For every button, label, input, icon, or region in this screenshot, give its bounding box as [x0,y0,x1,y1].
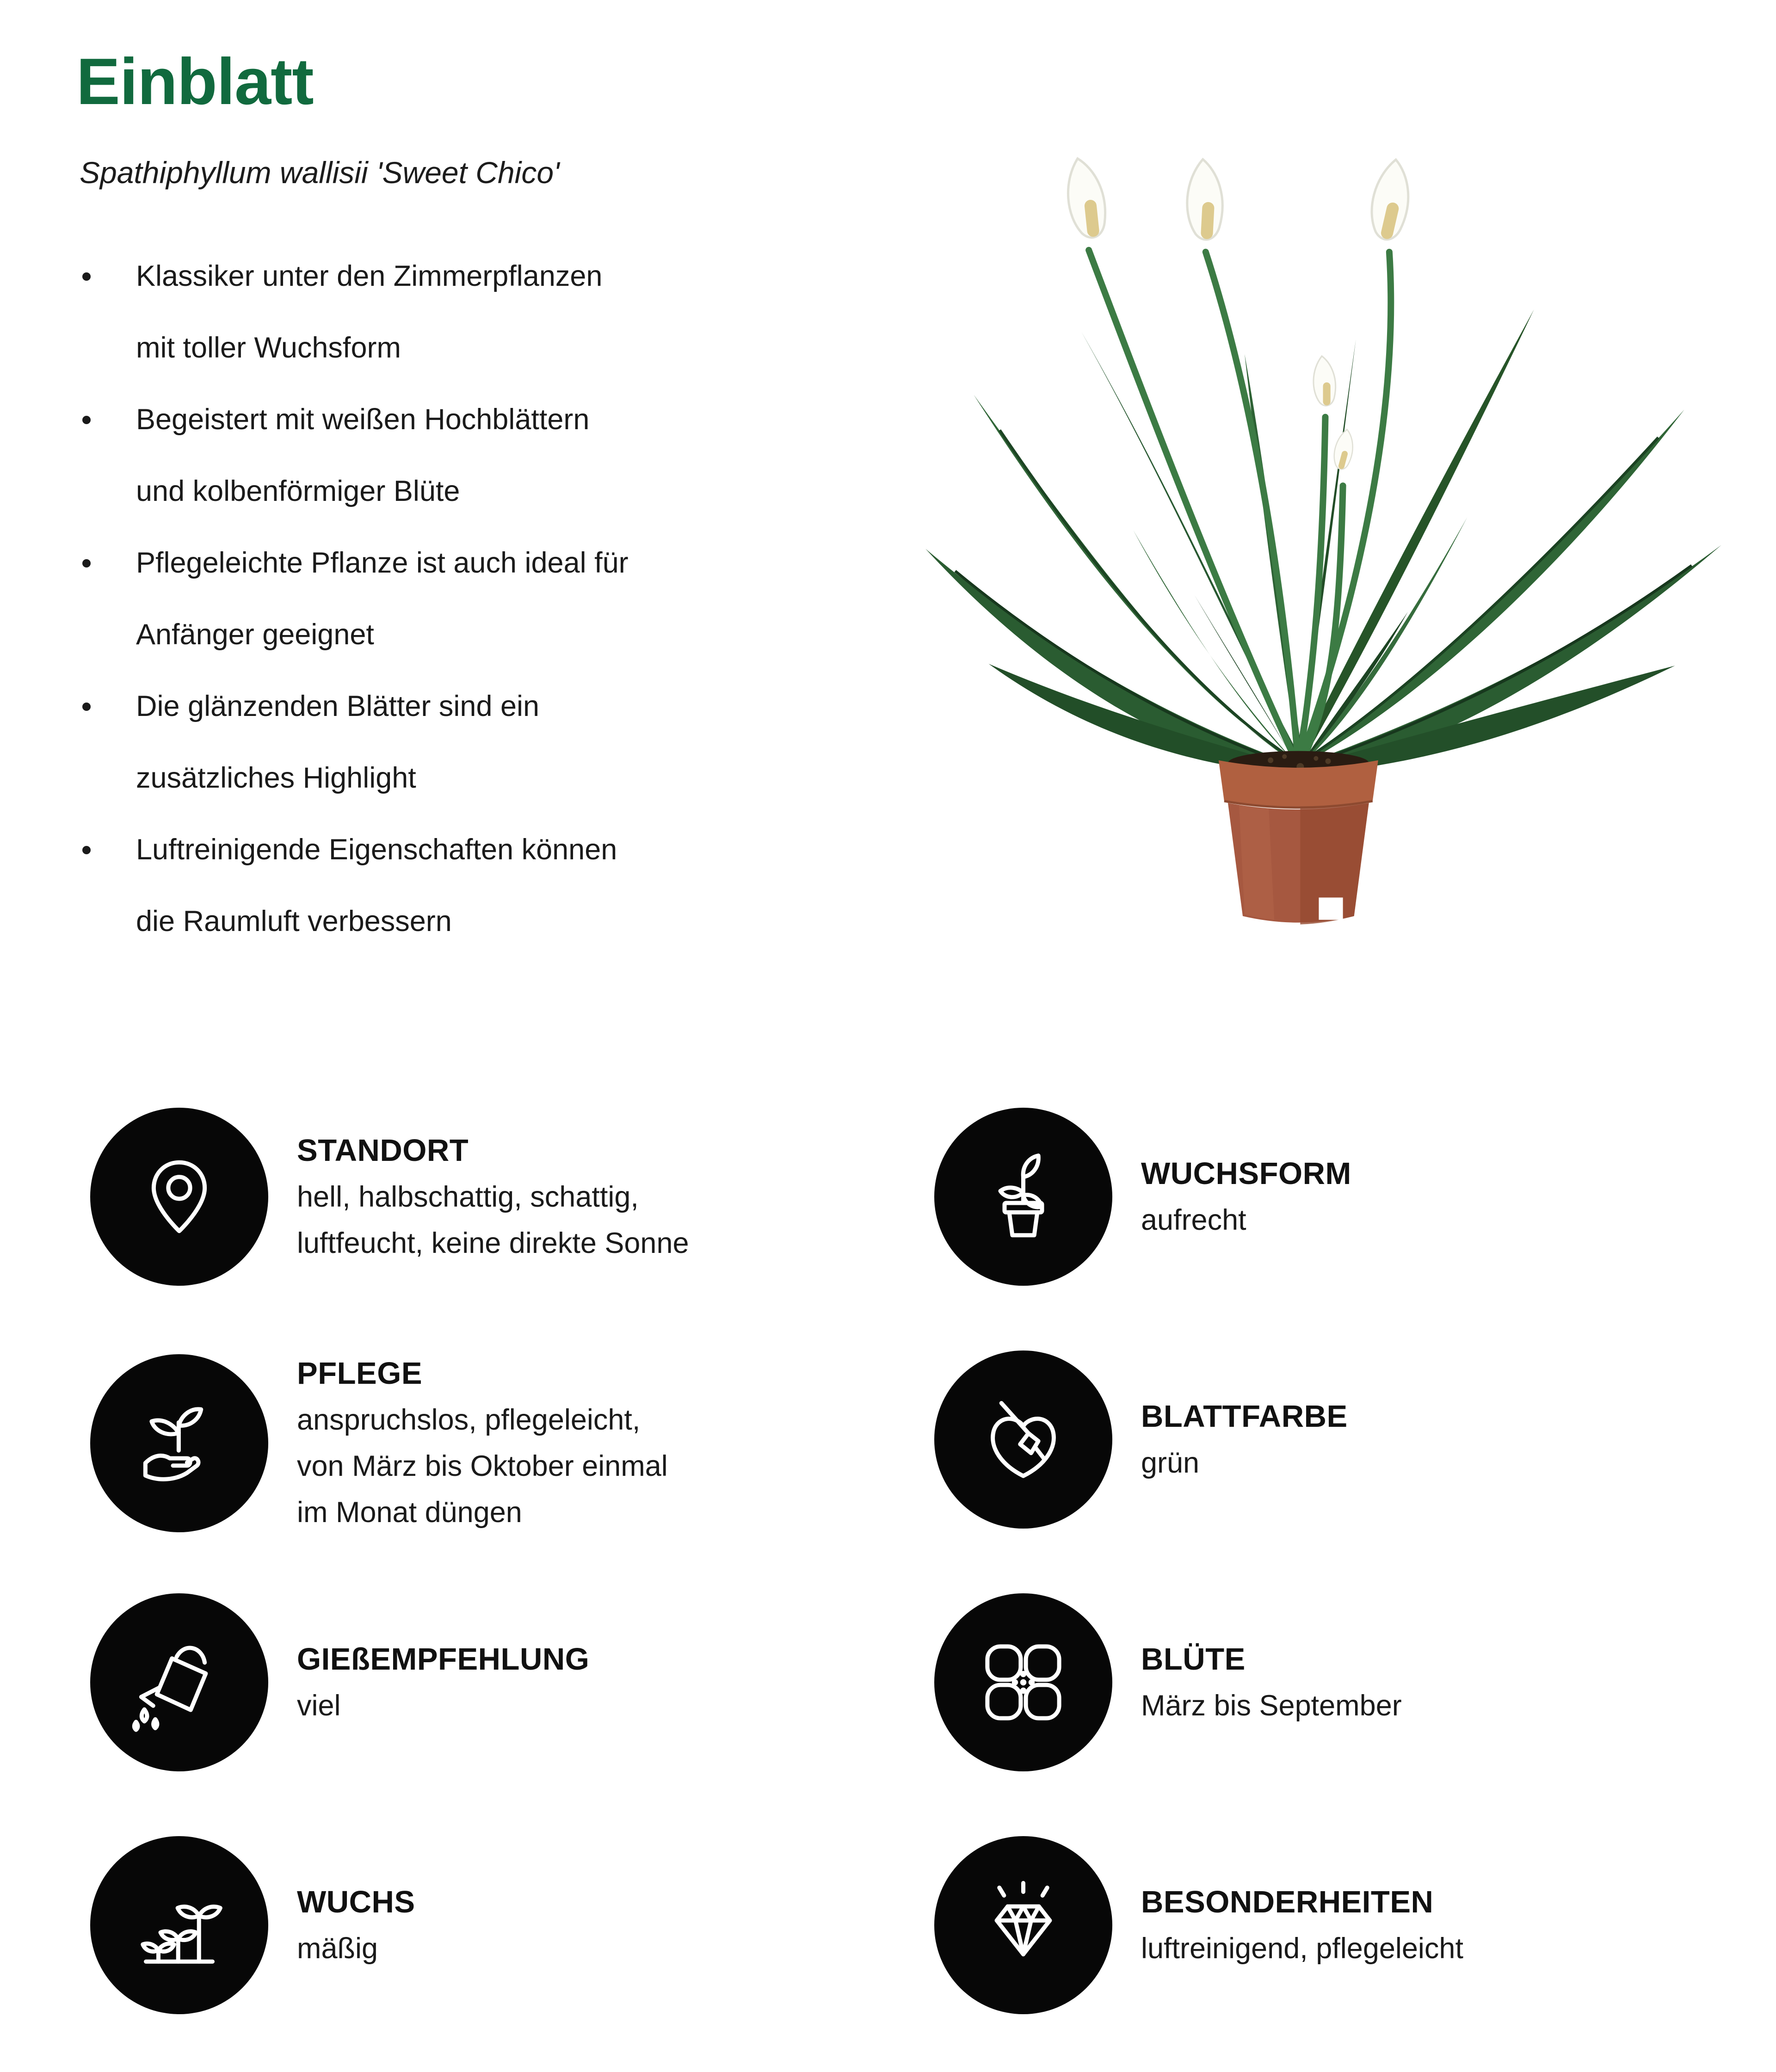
feature-value: hell, halbschattig, schattig, [297,1180,639,1213]
feature-label: BESONDERHEITEN [1141,1884,1434,1919]
diamond-icon [934,1836,1112,2014]
bullet-line: zusätzliches Highlight [136,762,416,794]
list-item [82,671,832,814]
feature-bluete [934,1593,1402,1771]
feature-wuchs [90,1836,415,2014]
bullet-line: die Raumluft verbessern [136,905,452,937]
bullet-line: Klassiker unter den Zimmerpflanzen [136,260,603,292]
feature-value: März bis September [1141,1689,1402,1722]
feature-giessempfehlung [90,1593,589,1771]
bullet-line: und kolbenförmiger Blüte [136,475,460,507]
peace-lily-illustration [900,111,1753,960]
bullet-dot-icon [82,272,91,281]
bullet-dot-icon [82,416,91,424]
bullet-line: Die glänzenden Blätter sind ein [136,690,540,722]
watering-can-icon [90,1593,268,1771]
bullet-line: mit toller Wuchsform [136,332,401,364]
feature-value: grün [1141,1446,1200,1479]
feature-value: von März bis Oktober einmal [297,1450,668,1482]
feature-value: luftfeucht, keine direkte Sonne [297,1227,689,1259]
list-item [82,240,832,384]
feature-label: BLÜTE [1141,1641,1246,1677]
page-title: Einblatt [76,45,314,118]
feature-standort [90,1108,689,1286]
feature-label: WUCHSFORM [1141,1156,1351,1191]
sprouts-icon [90,1836,268,2014]
feature-value: luftreinigend, pflegeleicht [1141,1932,1463,1965]
terracotta-pot [1219,751,1378,925]
bullet-dot-icon [82,559,91,567]
bullet-dot-icon [82,846,91,854]
bullet-list [82,240,832,957]
feature-value: aufrecht [1141,1203,1246,1236]
feature-value: viel [297,1689,341,1722]
feature-label: PFLEGE [297,1356,423,1391]
feature-label: STANDORT [297,1133,469,1168]
location-pin-icon [90,1108,268,1286]
feature-label: WUCHS [297,1884,415,1919]
bullet-line: Anfänger geeignet [136,618,374,651]
hand-seedling-icon [90,1354,268,1532]
feature-value: anspruchslos, pflegeleicht, [297,1404,641,1436]
feature-blattfarbe [934,1350,1348,1529]
feature-pflege [90,1350,668,1536]
bullet-dot-icon [82,703,91,711]
flower-icon [934,1593,1112,1771]
bullet-line: Begeistert mit weißen Hochblättern [136,403,590,436]
feature-value: im Monat düngen [297,1496,522,1529]
bullet-line: Luftreinigende Eigenschaften können [136,833,617,866]
feature-value: mäßig [297,1932,378,1965]
feature-besonderheiten [934,1836,1463,2014]
list-item [82,527,832,671]
list-item [82,814,832,957]
feature-label: GIEßEMPFEHLUNG [297,1641,590,1677]
feature-label: BLATTFARBE [1141,1399,1348,1434]
bullet-line: Pflegeleichte Pflanze ist auch ideal für [136,547,629,579]
leaf-paintbrush-icon [934,1350,1112,1529]
list-item [82,384,832,527]
feature-wuchsform [934,1108,1351,1286]
potted-plant-icon [934,1108,1112,1286]
botanical-name: Spathiphyllum wallisii 'Sweet Chico' [80,155,560,190]
plant-photo [900,111,1753,960]
